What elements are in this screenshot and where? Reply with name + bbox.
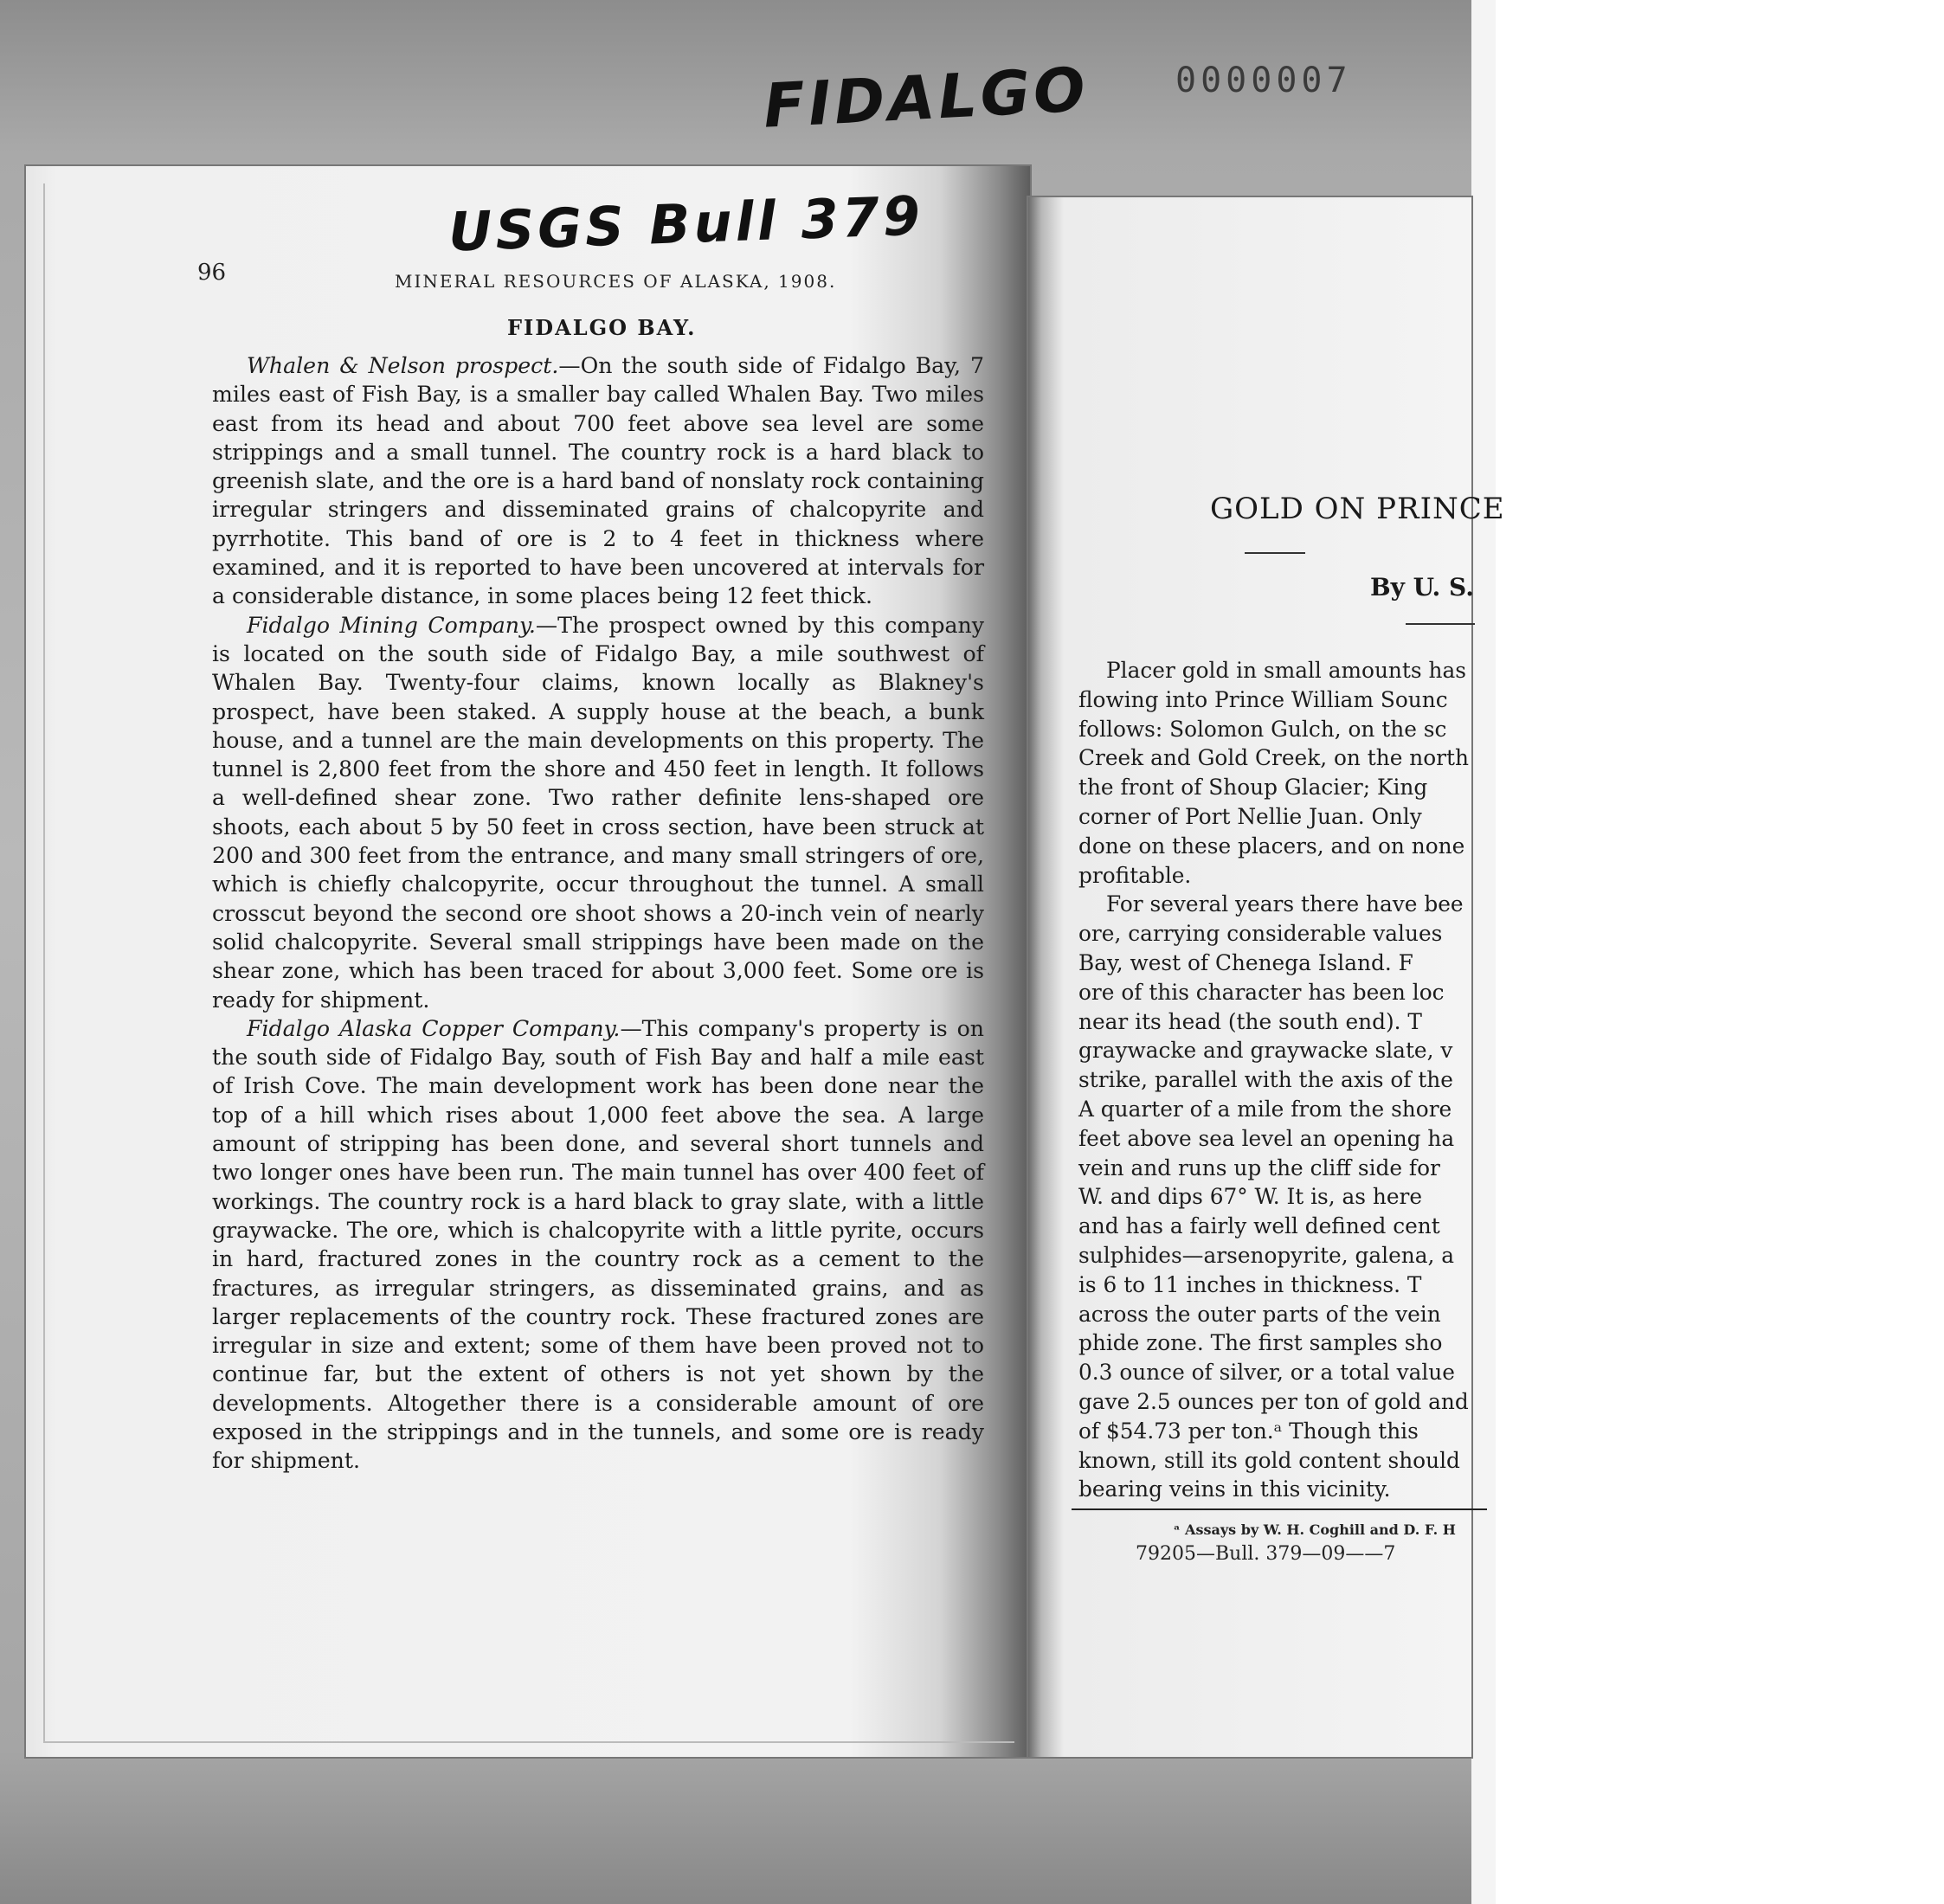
paragraph-lead: Fidalgo Mining Company. <box>247 612 536 638</box>
page-number: 96 <box>197 260 227 286</box>
right-page <box>1028 197 1505 1757</box>
right-body-line: vein and runs up the cliff side for <box>1078 1155 1440 1180</box>
right-body-line: near its head (the south end). T <box>1078 1008 1422 1034</box>
right-body-line: known, still its gold content should <box>1078 1447 1460 1473</box>
right-body-line: flowing into Prince William Sounc <box>1078 686 1448 712</box>
right-body-text <box>1078 656 1944 1504</box>
signature-line: 79205—Bull. 379—09——7 <box>1136 1543 1396 1565</box>
right-body-line: Creek and Gold Creek, on the north <box>1078 745 1469 771</box>
stamped-number: 0000007 <box>1175 61 1352 100</box>
right-body-line: of $54.73 per ton.ᵃ Though this <box>1078 1418 1419 1444</box>
title-rule <box>1245 552 1305 554</box>
right-body-line: Bay, west of Chenega Island. F <box>1078 949 1413 975</box>
paragraph-text: —This company's property is on the south side of Fidalgo Bay, south of Fish Bay and half a mile east of Irish Cove. The main development work has been done near the top of a hill which rises about 1,000 feet above the sea. A large amount of stripping has been done, and several short tunnels and two longer ones have been run. The main tunnel has over 400 feet of workings. The country rock is a hard black to gray slate, with a little graywacke. The ore, which is chalcopyrite with a little pyrite, occurs in hard, fractured zones in the country rock as a cement to the fractures, as irregular stringers, as disseminated grains, and as larger replacements of the country rock. These fractured zones are irregular in size and extent; some of them have been proved not to continue far, but the extent of others is not yet shown by the developments. Altogether there is a considerable amount of ore exposed in the strippings and in the tunnels, and some ore is ready for shipment. <box>212 1015 984 1474</box>
right-body-line: feet above sea level an opening ha <box>1078 1125 1455 1151</box>
paragraph-whalen-nelson <box>212 351 984 611</box>
right-body-line: corner of Port Nellie Juan. Only <box>1078 803 1422 829</box>
right-body-line: bearing veins in this vicinity. <box>1078 1476 1391 1502</box>
right-body-line: For several years there have bee <box>1106 891 1464 917</box>
right-page-title: GOLD ON PRINCE <box>1210 492 1505 526</box>
handwritten-fidalgo: FIDALGO <box>762 54 1091 142</box>
right-body-line: strike, parallel with the axis of the <box>1078 1067 1453 1093</box>
right-body-line: done on these placers, and on none <box>1078 833 1465 859</box>
right-body-line: is 6 to 11 inches in thickness. T <box>1078 1271 1422 1297</box>
right-body-line: 0.3 ounce of silver, or a total value <box>1078 1360 1455 1386</box>
right-body-line: Placer gold in small amounts has <box>1106 658 1466 683</box>
paragraph-text: —The prospect owned by this company is located on the south side of Fidalgo Bay, a mile southwest of Whalen Bay. Twenty-four claims, known locally as Blakney's prospect, have been staked. A supply house at the beach, a bunk house, and a tunnel are the main developments on this property. The tunnel is 2,800 feet from the shore and 450 feet in length. It follows a well-defined shear zone. Two rather definite lens-shaped ore shoots, each about 5 by 50 feet in cross section, have been struck at 200 and 300 feet from the entrance, and many small stringers of ore, which is chiefly chalcopyrite, occur throughout the tunnel. A small crosscut beyond the second ore shoot shows a 20-inch vein of nearly solid chalcopyrite. Several small strippings have been made on the shear zone, which has been traced for about 3,000 feet. Some ore is ready for shipment. <box>212 612 984 1013</box>
right-body-line: the front of Shoup Glacier; King <box>1078 775 1428 801</box>
right-body-line: follows: Solomon Gulch, on the sc <box>1078 716 1447 742</box>
left-body-text <box>212 351 984 1476</box>
handwritten-usgs-bull: USGS Bull 379 <box>447 183 925 264</box>
paragraph-text: —On the south side of Fidalgo Bay, 7 miles east of Fish Bay, is a smaller bay called Whalen Bay. Two miles east from its head and about 700 feet above sea level are some strippings and a small tunnel. The country rock is a hard black to greenish slate, and the ore is a hard band of nonslaty rock containing irregular stringers and disseminated grains of chalcopyrite and pyrrhotite. This band of ore is 2 to 4 feet in thickness where examined, and it is reported to have been uncovered at intervals for a considerable distance, in some places being 12 feet thick. <box>212 353 984 609</box>
footnote: ᵃ Assays by W. H. Coghill and D. F. H <box>1174 1521 1456 1538</box>
section-title: FIDALGO BAY. <box>507 315 697 340</box>
right-body-line: A quarter of a mile from the shore <box>1078 1096 1452 1122</box>
byline-rule <box>1406 623 1475 625</box>
paragraph-fidalgo-alaska-copper <box>212 1014 984 1476</box>
right-body-line: ore, carrying considerable values <box>1078 921 1443 947</box>
right-body-line: sulphides—arsenopyrite, galena, a <box>1078 1242 1455 1268</box>
right-body-line: phide zone. The first samples sho <box>1078 1330 1443 1356</box>
paragraph-lead: Fidalgo Alaska Copper Company. <box>247 1015 621 1041</box>
right-body-line: profitable. <box>1078 862 1192 888</box>
right-body-line: ore of this character has been loc <box>1078 979 1445 1005</box>
byline: By U. S. <box>1370 573 1474 601</box>
right-body-line: across the outer parts of the vein <box>1078 1301 1441 1327</box>
right-body-line: and has a fairly well defined cent <box>1078 1213 1440 1239</box>
running-head: MINERAL RESOURCES OF ALASKA, 1908. <box>395 271 837 292</box>
paragraph-lead: Whalen & Nelson prospect. <box>247 353 559 378</box>
paragraph-fidalgo-mining <box>212 611 984 1014</box>
footnote-rule <box>1072 1508 1487 1510</box>
right-body-line: graywacke and graywacke slate, v <box>1078 1038 1453 1064</box>
right-body-line: W. and dips 67° W. It is, as here <box>1078 1184 1423 1210</box>
right-body-line: gave 2.5 ounces per ton of gold and <box>1078 1388 1469 1414</box>
